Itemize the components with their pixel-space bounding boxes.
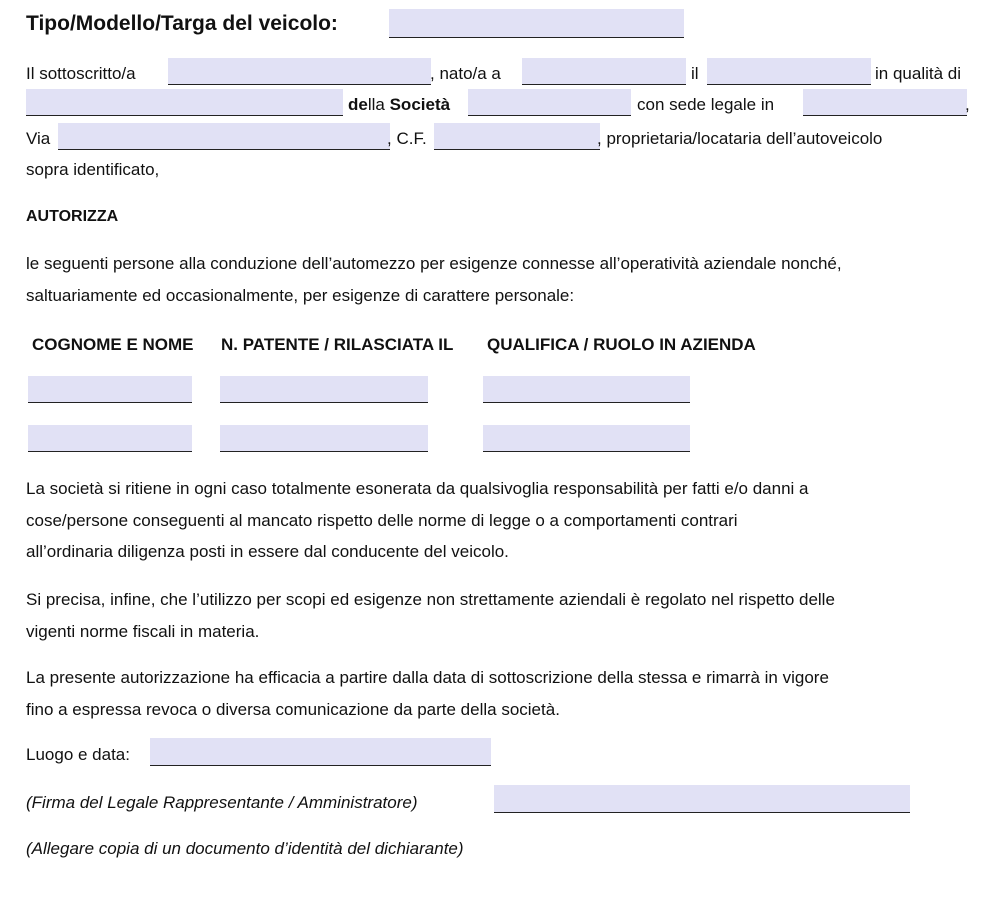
birthplace-field[interactable]	[522, 58, 686, 85]
place-date-label: Luogo e data:	[26, 745, 130, 764]
born-label: , nato/a a	[430, 64, 501, 83]
identified-text: sopra identificato,	[26, 160, 160, 179]
fiscal-line-1: Si precisa, infine, che l’utilizzo per scopi ed esigenze non strettamente aziendali è regolato nel rispetto delle	[26, 590, 835, 609]
signature-field[interactable]	[494, 785, 910, 813]
fiscal-line-2: vigenti norme fiscali in materia.	[26, 622, 260, 641]
row1-name-field[interactable]	[28, 376, 192, 403]
role-field[interactable]	[26, 89, 343, 116]
row2-role-field[interactable]	[483, 425, 690, 452]
company-field[interactable]	[468, 89, 631, 116]
row2-license-field[interactable]	[220, 425, 428, 452]
liability-line-2: cose/persone conseguenti al mancato rispetto delle norme di legge o a comportamenti contrari	[26, 511, 738, 530]
cf-field[interactable]	[434, 123, 600, 150]
liability-line-3: all’ordinaria diligenza posti in essere dal conducente del veicolo.	[26, 542, 509, 561]
company-prefix: de	[348, 95, 368, 114]
company-label	[348, 95, 450, 115]
street-label: Via	[26, 129, 51, 148]
street-field[interactable]	[58, 123, 390, 150]
place-date-field[interactable]	[150, 738, 491, 766]
vehicle-label: Tipo/Modello/Targa del veicolo:	[26, 12, 338, 35]
owner-label: , proprietaria/locataria dell’autoveicolo	[597, 129, 883, 148]
vehicle-field[interactable]	[389, 9, 684, 38]
authorize-line-1: le seguenti persone alla conduzione dell’automezzo per esigenze connesse all’operatività aziendale nonché,	[26, 254, 842, 273]
col-name-header: COGNOME E NOME	[32, 335, 194, 354]
authorize-line-2: saltuariamente ed occasionalmente, per esigenze di carattere personale:	[26, 286, 575, 305]
seat-comma: ,	[965, 95, 970, 114]
validity-line-2: fino a espressa revoca o diversa comunicazione da parte della società.	[26, 700, 560, 719]
name-field[interactable]	[168, 58, 431, 85]
col-license-header: N. PATENTE / RILASCIATA IL	[221, 335, 454, 354]
row1-role-field[interactable]	[483, 376, 690, 403]
validity-line-1: La presente autorizzazione ha efficacia a partire dalla data di sottoscrizione della stessa e rimarrà in vigore	[26, 668, 829, 687]
declarant-label: Il sottoscritto/a	[26, 64, 136, 83]
date-prefix: il	[691, 64, 699, 83]
company-word: Società	[389, 95, 451, 114]
attachment-note: (Allegare copia di un documento d’identità del dichiarante)	[26, 839, 464, 858]
authorize-heading: AUTORIZZA	[26, 208, 119, 225]
signature-label: (Firma del Legale Rappresentante / Amministratore)	[26, 793, 418, 812]
col-role-header: QUALIFICA / RUOLO IN AZIENDA	[487, 335, 756, 354]
birthdate-field[interactable]	[707, 58, 871, 85]
row2-name-field[interactable]	[28, 425, 192, 452]
seat-label: con sede legale in	[637, 95, 775, 114]
seat-field[interactable]	[803, 89, 967, 116]
cf-label: , C.F.	[387, 129, 427, 148]
company-mid: lla	[367, 95, 385, 114]
role-label: in qualità di	[875, 64, 962, 83]
row1-license-field[interactable]	[220, 376, 428, 403]
liability-line-1: La società si ritiene in ogni caso totalmente esonerata da qualsivoglia responsabilità per fatti e/o danni a	[26, 479, 809, 498]
